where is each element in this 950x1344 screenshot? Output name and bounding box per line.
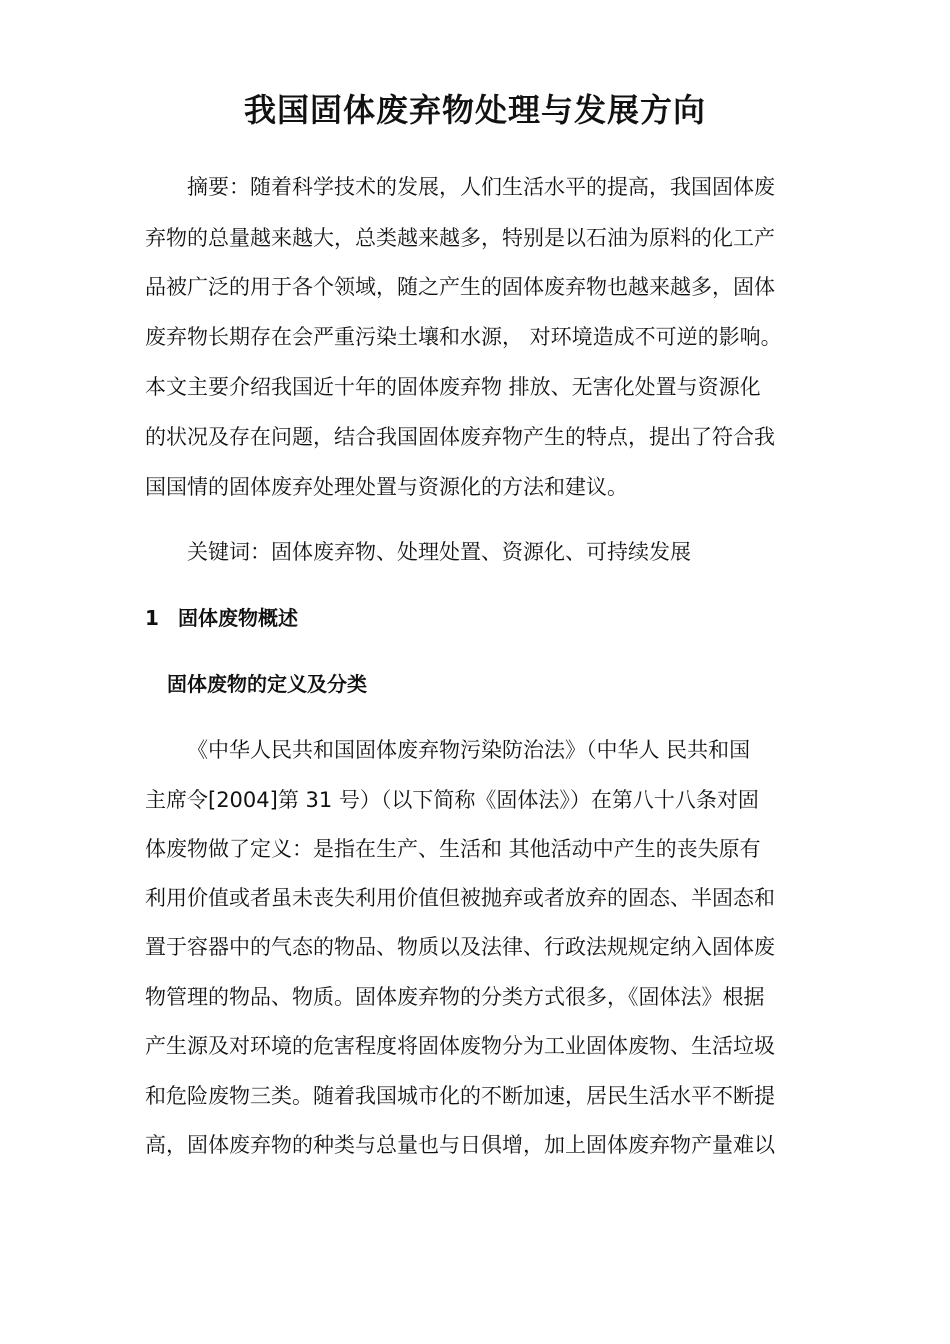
section-title: 固体废物概述	[178, 606, 298, 630]
body-line: 物管理的物品、物质。固体废弃物的分类方式很多，《固体法》根据	[145, 985, 765, 1009]
body-line: 《中华人民共和国固体废弃物污染防治法》（中华人 民共和国	[187, 738, 751, 762]
keywords-line: 关键词：固体废弃物、处理处置、资源化、可持续发展	[187, 540, 691, 564]
body-line: 利用价值或者虽未丧失利用价值但被抛弃或者放弃的固态、半固态和	[145, 886, 775, 910]
document-title: 我国固体废弃物处理与发展方向	[243, 91, 706, 129]
abstract-line: 摘要：随着科学技术的发展，人们生活水平的提高，我国固体废	[187, 175, 775, 199]
body-line: 产生源及对环境的危害程度将固体废物分为工业固体废物、生活垃圾	[145, 1034, 775, 1058]
body-line: 和危险废物三类。随着我国城市化的不断加速，居民生活水平不断提	[145, 1084, 775, 1108]
abstract-line: 国国情的固体废弃处理处置与资源化的方法和建议。	[145, 475, 628, 499]
abstract-line: 品被广泛的用于各个领域，随之产生的固体废弃物也越来越多，固体	[145, 275, 775, 299]
body-line: 体废物做了定义：是指在生产、生活和 其他活动中产生的丧失原有	[145, 837, 761, 861]
abstract-line: 废弃物长期存在会严重污染土壤和水源， 对环境造成不可逆的影响。	[145, 325, 782, 349]
abstract-line: 弃物的总量越来越大，总类越来越多，特别是以石油为原料的化工产	[145, 226, 775, 250]
section-number: 1	[145, 606, 159, 630]
body-line: 高，固体废弃物的种类与总量也与日俱增，加上固体废弃物产量难以	[145, 1133, 775, 1157]
abstract-line: 本文主要介绍我国近十年的固体废弃物 排放、无害化处置与资源化	[145, 375, 761, 399]
body-line: 置于容器中的气态的物品、物质以及法律、行政法规规定纳入固体废	[145, 935, 775, 959]
body-line: 主席令[2004]第 31 号）（以下简称《固体法》）在第八十八条对固	[145, 788, 759, 812]
subsection-heading: 固体废物的定义及分类	[167, 672, 367, 696]
abstract-line: 的状况及存在问题，结合我国固体废弃物产生的特点，提出了符合我	[145, 425, 775, 449]
section-heading	[145, 603, 298, 633]
